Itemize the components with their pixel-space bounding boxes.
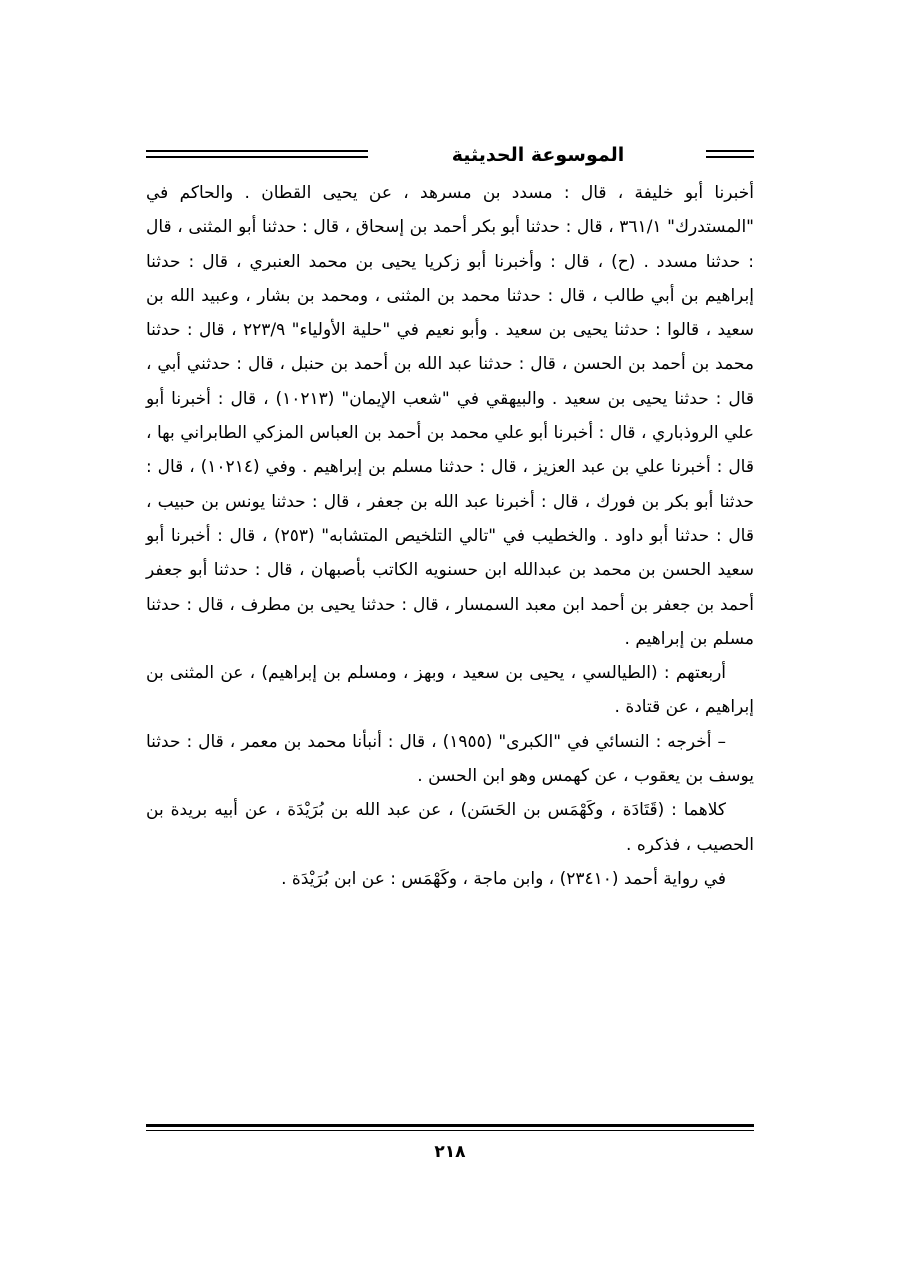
header-rule-right	[706, 150, 754, 158]
paragraph-four-narrators: أربعتهم : (الطيالسي ، يحيى بن سعيد ، وبهز ، ومسلم بن إبراهيم) ، عن المثنى بن إبراهيم ، عن قتادة .	[146, 663, 754, 718]
page-number: ٢١٨	[434, 1142, 466, 1162]
header-rule-left	[146, 150, 368, 158]
footer-rule-thin	[146, 1130, 754, 1131]
paragraph-both: كلاهما : (قَتَادَة ، وكَهْمَس بن الحَسَن) ، عن عبد الله بن بُرَيْدَة ، عن أبيه بريدة بن الحصيب ، فذكره .	[146, 800, 754, 855]
body-text	[146, 176, 754, 896]
header-title: الموسوعة الحديثية	[451, 144, 625, 166]
paragraph-sources: أخبرنا أبو خليفة ، قال : مسدد بن مسرهد ، عن يحيى القطان . والحاكم في "المستدرك" ٣٦١/١ ، قال : حدثنا أبو بكر أحمد بن إسحاق ، قال : حدثنا أبو المثنى ، قال : حدثنا مسدد . (ح) ، قال : وأخبرنا أبو زكريا يحيى بن محمد العنبري ، قال : حدثنا إبراهيم بن أبي طالب ، قال : حدثنا محمد بن المثنى ، ومحمد بن بشار ، وعبيد الله بن سعيد ، قالوا : حدثنا يحيى بن سعيد . وأبو نعيم في "حلية الأولياء" ٢٢٣/٩ ، قال : حدثنا محمد بن أحمد بن الحسن ، قال : حدثنا عبد الله بن أحمد بن حنبل ، قال : حدثني أبي ، قال : حدثنا يحيى بن سعيد . والبيهقي في "شعب الإيمان" (١٠٢١٣) ، قال : أخبرنا أبو علي الروذباري ، قال : أخبرنا أبو علي محمد بن أحمد بن العباس المزكي الطابراني بها ، قال : أخبرنا علي بن عبد العزيز ، قال : حدثنا مسلم بن إبراهيم . وفي (١٠٢١٤) ، قال : حدثنا أبو بكر بن فورك ، قال : أخبرنا عبد الله بن جعفر ، قال : حدثنا يونس بن حبيب ، قال : حدثنا أبو داود . والخطيب في "تالي التلخيص المتشابه" (٢٥٣) ، قال : أخبرنا أبو سعيد الحسن بن محمد بن عبدالله ابن حسنويه الكاتب بأصبهان ، قال : حدثنا أبو جعفر أحمد بن جعفر بن أحمد ابن معبد السمسار ، قال : حدثنا يحيى بن مطرف ، قال : حدثنا مسلم بن إبراهيم .	[146, 183, 754, 649]
footer-rule-thick	[146, 1124, 754, 1127]
paragraph-nasai: – أخرجه : النسائي في "الكبرى" (١٩٥٥) ، قال : أنبأنا محمد بن معمر ، قال : حدثنا يوسف بن يعقوب ، عن كهمس وهو ابن الحسن .	[146, 731, 754, 787]
footer-rule	[146, 1124, 754, 1131]
paragraph-note: في رواية أحمد (٢٣٤١٠) ، وابن ماجة ، وكَهْمَس : عن ابن بُرَيْدَة .	[281, 868, 726, 889]
running-header	[146, 140, 754, 180]
